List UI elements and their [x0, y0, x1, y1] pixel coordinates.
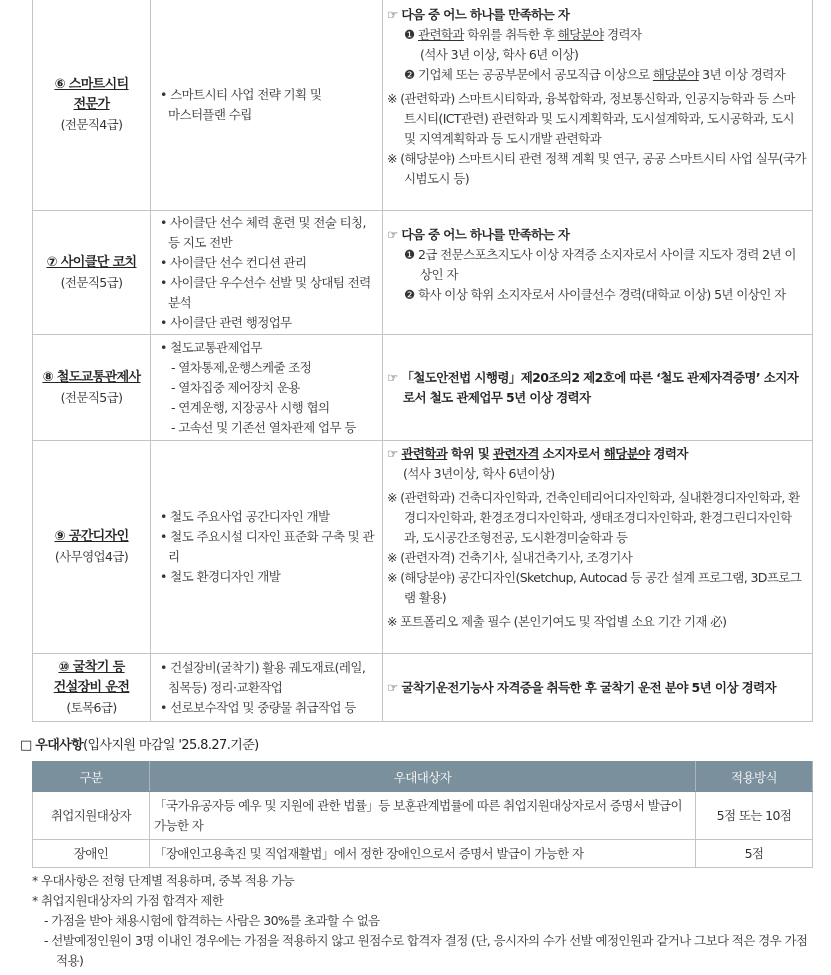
duties-cell: [151, 441, 383, 654]
qualification-head: ☞ 다음 중 어느 하나를 만족하는 자: [387, 227, 570, 242]
duty-subitem: - 연계운행, 지장공사 시행 협의: [171, 399, 330, 415]
position-grade: (전문직5급): [60, 274, 123, 290]
position-title: 건설장비 운전: [53, 679, 130, 695]
duty-item: • 건설장비(굴착기) 활용 궤도재료(레일, 침목등) 정리·교환작업: [160, 659, 366, 695]
position-name-cell: [33, 0, 151, 211]
qualification-item: ❶ 관련학과 학위를 취득한 후 해당분야 경력자: [404, 27, 642, 42]
position-name-cell: [33, 654, 151, 722]
position-title: ⑩ 굴착기 등: [58, 659, 125, 675]
qualification-head: ☞ 굴착기운전기능사 자격증을 취득한 후 굴착기 운전 분야 5년 이상 경력자: [387, 679, 776, 695]
duty-item: • 스마트시티 사업 전략 기획 및: [160, 86, 322, 102]
duty-item: • 사이클단 선수 컨디션 관리: [160, 254, 307, 270]
duty-item: • 사이클단 선수 체력 훈련 및 전술 티칭, 등 지도 전반: [160, 214, 366, 250]
qualification-note: ※ (해당분야) 공간디자인(Sketchup, Autocad 등 공간 설계 프로그램, 3D프로그램 활용): [387, 570, 802, 605]
footnote-subitem: - 가점을 받아 채용시험에 합격하는 사람은 30%를 초과할 수 없음: [44, 913, 380, 928]
footnote: * 취업지원대상자의 가점 합격자 제한: [32, 893, 224, 908]
position-title: ⑧ 철도교통관제사: [42, 369, 141, 385]
qualification-head: ☞ 다음 중 어느 하나를 만족하는 자: [387, 7, 570, 22]
preference-table: [32, 761, 813, 868]
qualification-head: ☞ 관련학과 학위 및 관련자격 소지자로서 해당분야 경력자: [387, 446, 688, 461]
position-name-cell: [33, 211, 151, 335]
method-cell: 5점: [696, 840, 813, 868]
position-grade: (전문직5급): [60, 389, 123, 405]
column-header: 우대대상자: [150, 762, 696, 792]
qualification-note: ※ (관련자격) 건축기사, 실내건축기사, 조경기사: [387, 550, 633, 565]
footnote-subitem: - 선발예정인원이 3명 이내인 경우에는 가점을 적용하지 않고 원점수로 합격자 결정 (단, 응시자의 수가 선발 예정인원과 같거나 그보다 적은 경우 가점 적용): [44, 933, 808, 968]
qualification-item: ❷ 기업체 또는 공공부문에서 공모직급 이상으로 해당분야 3년 이상 경력자: [404, 67, 786, 82]
number-marker-icon: ❷: [404, 67, 415, 82]
position-row-rail-traffic-controller: [33, 335, 813, 441]
preference-table-header: [33, 762, 813, 792]
checkbox-square-icon: □: [20, 738, 32, 753]
qualification-sub: (석사 3년 이상, 학사 6년 이상): [420, 47, 579, 62]
duties-cell: [151, 335, 383, 441]
qualification-item: ❶ 2급 전문스포츠지도사 이상 자격증 소지자로서 사이클 지도자 경력 2년 이상인 자: [404, 247, 796, 282]
duty-item: • 선로보수작업 및 중량물 취급작업 등: [160, 699, 356, 715]
duties-cell: [151, 0, 383, 211]
preference-title: 우대사항: [35, 738, 84, 753]
position-row-excavator-operator: [33, 654, 813, 722]
duty-subitem: - 열차집중 제어장치 운용: [171, 379, 300, 395]
table-row: [33, 840, 813, 868]
position-title: 전문가: [73, 96, 110, 112]
position-row-smartcity: [33, 0, 813, 211]
target-cell: 「국가유공자등 예우 및 지원에 관한 법률」등 보훈관계법률에 따른 취업지원대상자로서 증명서 발급이 가능한 자: [150, 792, 696, 840]
qualification-item: ❷ 학사 이상 학위 소지자로서 사이클선수 경력(대학교 이상) 5년 이상인 자: [404, 287, 786, 302]
target-cell: 「장애인고용촉진 및 직업재활법」에서 정한 장애인으로서 증명서 발급이 가능한 자: [150, 840, 696, 868]
footnotes: [32, 871, 822, 971]
footnote: * 우대사항은 전형 단계별 적용하며, 중복 적용 가능: [32, 873, 295, 888]
duty-item: • 사이클단 관련 행정업무: [160, 314, 292, 330]
qualification-note: ※ 포트폴리오 제출 필수 (본인기여도 및 작업별 소요 기간 기재 必): [387, 614, 727, 629]
qualification-cell: [383, 211, 813, 335]
duty-item: • 철도교통관제업무: [160, 339, 262, 355]
duty-item: • 철도 환경디자인 개발: [160, 569, 281, 584]
qualification-sub: (석사 3년이상, 학사 6년이상): [403, 466, 555, 481]
number-marker-icon: ❶: [404, 27, 415, 42]
duties-cell: [151, 211, 383, 335]
qualification-note: ※ (관련학과) 건축디자인학과, 건축인테리어디자인학과, 실내환경디자인학과, 환경디자인학과, 환경조경디자인학과, 생태조경디자인학과, 환경그린디자인학과, 도시공간조형전공, 도시환경미술학과 등: [387, 490, 800, 545]
positions-table: [32, 0, 813, 722]
position-name-cell: [33, 335, 151, 441]
category-cell: 취업지원대상자: [33, 792, 150, 840]
qualification-head: ☞ 「철도안전법 시행령」제20조의2 제2호에 따른 ‘철도 관제자격증명’ 소지자로서 철도 관제업무 5년 이상 경력자: [387, 369, 799, 405]
qualification-cell: [383, 335, 813, 441]
position-grade: (전문직4급): [60, 116, 123, 132]
qualification-note: ※ (관련학과) 스마트시티학과, 융복합학과, 정보통신학과, 인공지능학과 등 스마트시티(ICT관련) 관련학과 및 도시계획학과, 도시설계학과, 도시공학과, 도시 및 지역계획학과 등 도시개발 관련학과: [387, 91, 795, 146]
number-marker-icon: ❷: [404, 287, 415, 302]
position-row-space-design: [33, 441, 813, 654]
duty-item: • 철도 주요시설 디자인 표준화 구축 및 관리: [160, 529, 374, 564]
position-grade: (토목6급): [66, 699, 117, 715]
column-header: 적용방식: [696, 762, 813, 792]
position-row-cycling-coach: [33, 211, 813, 335]
duty-item-cont: 마스터플랜 수립: [168, 106, 252, 122]
duties-cell: [151, 654, 383, 722]
category-cell: 장애인: [33, 840, 150, 868]
position-title: ⑦ 사이클단 코치: [46, 254, 137, 270]
number-marker-icon: ❶: [404, 247, 415, 262]
duty-item: • 철도 주요사업 공간디자인 개발: [160, 509, 330, 524]
position-grade: (사무영업4급): [54, 549, 129, 564]
duty-subitem: - 고속선 및 기존선 열차관제 업무 등: [171, 419, 356, 435]
position-title: ⑥ 스마트시티: [54, 76, 129, 92]
table-row: [33, 792, 813, 840]
preference-subtitle: (입사지원 마감일 '25.8.27.기준): [83, 738, 259, 753]
qualification-cell: [383, 441, 813, 654]
duty-item: • 사이클단 우수선수 선발 및 상대팀 전력 분석: [160, 274, 371, 310]
position-title: ⑨ 공간디자인: [54, 529, 129, 544]
qualification-note: ※ (해당분야) 스마트시티 관련 정책 계획 및 연구, 공공 스마트시티 사업 실무(국가시범도시 등): [387, 151, 806, 186]
method-cell: 5점 또는 10점: [696, 792, 813, 840]
duty-subitem: - 열차통제,운행스케줄 조정: [171, 359, 312, 375]
qualification-cell: [383, 654, 813, 722]
position-name-cell: [33, 441, 151, 654]
preference-section-title: [20, 734, 259, 753]
column-header: 구분: [33, 762, 150, 792]
qualification-cell: [383, 0, 813, 211]
